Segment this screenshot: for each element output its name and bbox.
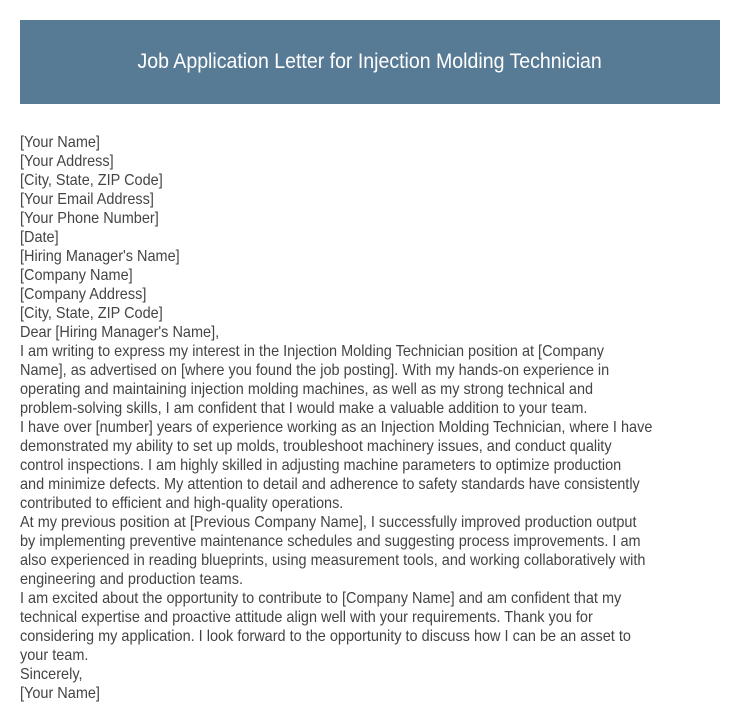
text-line: your team. bbox=[20, 647, 89, 664]
recipient-block bbox=[20, 247, 708, 323]
text-line: control inspections. I am highly skilled in adjusting machine parameters to optimize production bbox=[20, 457, 622, 474]
paragraph-previous-position bbox=[20, 513, 708, 589]
letter-body bbox=[20, 133, 708, 703]
salutation: Dear [Hiring Manager's Name], bbox=[20, 324, 220, 341]
text-line: also experienced in reading blueprints, using measurement tools, and working collaboratively with bbox=[20, 552, 646, 569]
text-line: I am excited about the opportunity to contribute to [Company Name] and am confident that my bbox=[20, 590, 622, 607]
page-title: Job Application Letter for Injection Molding Technician bbox=[137, 50, 603, 73]
text-line: demonstrated my ability to set up molds, troubleshoot machinery issues, and conduct quality bbox=[20, 438, 612, 455]
text-line: contributed to efficient and high-quality operations. bbox=[20, 495, 344, 512]
paragraph-experience bbox=[20, 418, 708, 513]
text-line: I have over [number] years of experience working as an Injection Molding Technician, where I have bbox=[20, 419, 653, 436]
text-line: problem-solving skills, I am confident that I would make a valuable addition to your team. bbox=[20, 400, 588, 417]
signature: [Your Name] bbox=[20, 685, 100, 702]
sender-email: [Your Email Address] bbox=[20, 191, 154, 208]
sender-block bbox=[20, 133, 708, 228]
text-line: considering my application. I look forward to the opportunity to discuss how I can be an asset to bbox=[20, 628, 631, 645]
text-line: technical expertise and proactive attitude align well with your requirements. Thank you for bbox=[20, 609, 593, 626]
sender-phone: [Your Phone Number] bbox=[20, 210, 159, 227]
text-line: I am writing to express my interest in the Injection Molding Technician position at [Company bbox=[20, 343, 605, 360]
sender-name: [Your Name] bbox=[20, 134, 100, 151]
paragraph-intro bbox=[20, 342, 708, 418]
recipient-name: [Hiring Manager's Name] bbox=[20, 248, 180, 265]
text-line: At my previous position at [Previous Company Name], I successfully improved production output bbox=[20, 514, 637, 531]
letter-date: [Date] bbox=[20, 229, 59, 246]
recipient-city: [City, State, ZIP Code] bbox=[20, 305, 163, 322]
recipient-address: [Company Address] bbox=[20, 286, 147, 303]
recipient-company: [Company Name] bbox=[20, 267, 133, 284]
page-header bbox=[20, 20, 720, 104]
text-line: by implementing preventive maintenance schedules and suggesting process improvements. I am bbox=[20, 533, 641, 550]
sender-address: [Your Address] bbox=[20, 153, 114, 170]
text-line: Name], as advertised on [where you found the job posting]. With my hands-on experience in bbox=[20, 362, 610, 379]
closing: Sincerely, bbox=[20, 666, 83, 683]
sender-city: [City, State, ZIP Code] bbox=[20, 172, 163, 189]
text-line: and minimize defects. My attention to detail and adherence to safety standards have consistently bbox=[20, 476, 640, 493]
text-line: engineering and production teams. bbox=[20, 571, 243, 588]
text-line: operating and maintaining injection molding machines, as well as my strong technical and bbox=[20, 381, 594, 398]
paragraph-closing bbox=[20, 589, 708, 665]
